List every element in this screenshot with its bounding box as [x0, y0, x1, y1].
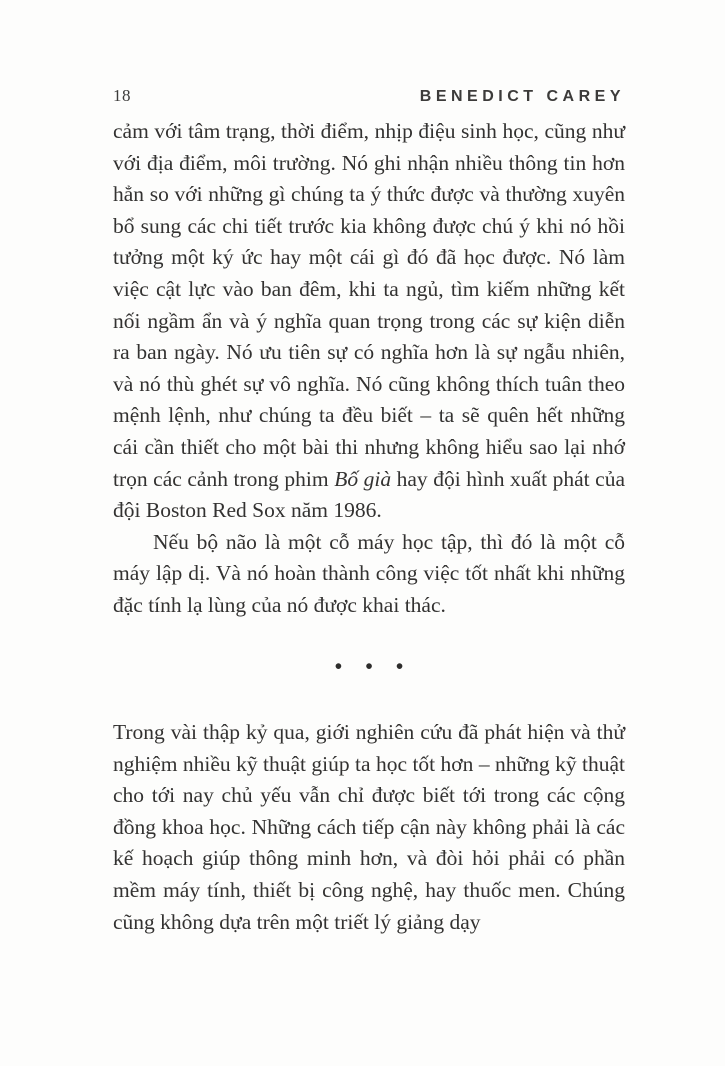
- section-separator-dots: • • •: [334, 653, 404, 678]
- paragraph-3: Trong vài thập kỷ qua, giới nghiên cứu đã phát hiện và thử nghiệm nhiều kỹ thuật giúp ta học tốt hơn – những kỹ thuật cho tới nay chủ yếu vẫn chỉ được biết tới trong các cộng đồng khoa học. Những cách tiếp cận này không phải là các kế hoạch giúp thông minh hơn, và đòi hỏi phải có phần mềm máy tính, thiết bị công nghệ, hay thuốc men. Chúng cũng không dựa trên một triết lý giảng dạy: [113, 720, 625, 934]
- paragraph-1-text-before: cảm với tâm trạng, thời điểm, nhịp điệu sinh học, cũng như với địa điểm, môi trường. Nó ghi nhận nhiều thông tin hơn hẳn so với những gì chúng ta ý thức được và thường xuyên bổ sung các chi tiết trước kia không được chú ý khi nó hồi tưởng một ký ức hay một cái gì đó đã học được. Nó làm việc cật lực vào ban đêm, khi ta ngủ, tìm kiếm những kết nối ngầm ẩn và ý nghĩa quan trọng trong các sự kiện diễn ra ban ngày. Nó ưu tiên sự có nghĩa hơn là sự ngẫu nhiên, và nó thù ghét sự vô nghĩa. Nó cũng không thích tuân theo mệnh lệnh, như chúng ta đều biết – ta sẽ quên hết những cái cần thiết cho một bài thi nhưng không hiểu sao lại nhớ trọn các cảnh trong phim: [113, 119, 625, 491]
- paragraph-1: [113, 116, 625, 527]
- page-header: [113, 86, 625, 106]
- running-head: BENEDICT CAREY: [419, 88, 625, 105]
- paragraph-2: Nếu bộ não là một cỗ máy học tập, thì đó là một cỗ máy lập dị. Và nó hoàn thành công việc tốt nhất khi những đặc tính lạ lùng của nó được khai thác.: [113, 529, 625, 617]
- movie-title-italic: Bố già: [334, 466, 392, 491]
- body-text: [113, 116, 625, 938]
- paragraph-1-text-after: hay đội hình xuất phát của đội Boston Red Sox năm 1986.: [113, 466, 625, 523]
- page-number: 18: [113, 86, 131, 105]
